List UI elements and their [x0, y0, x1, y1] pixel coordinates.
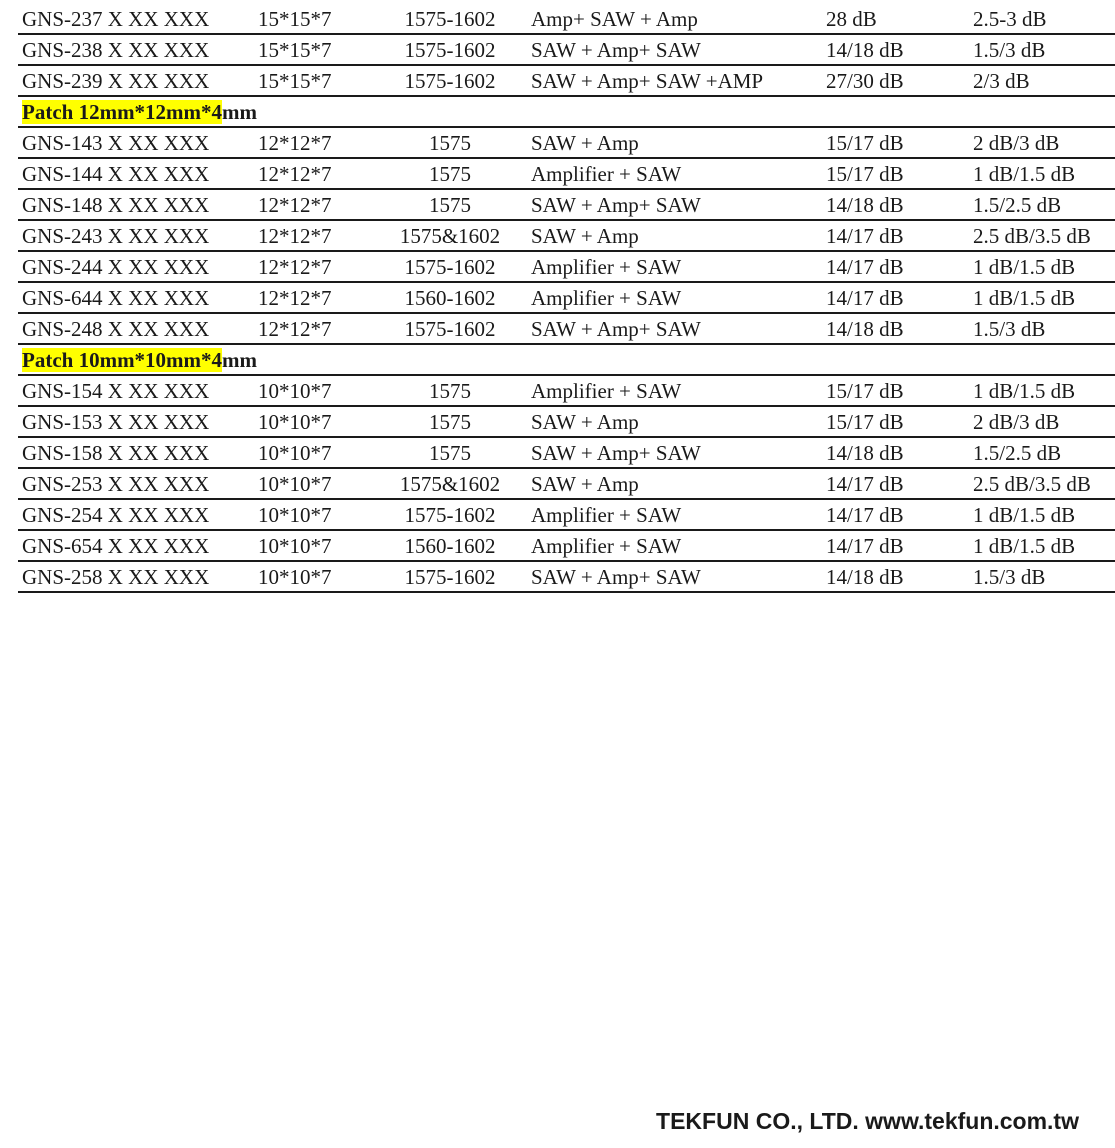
circuit-cell: SAW + Amp — [531, 472, 639, 496]
noise-figure-cell: 1 dB/1.5 dB — [973, 534, 1076, 558]
table-row — [18, 314, 1115, 345]
circuit-cell: SAW + Amp — [531, 410, 639, 434]
noise-figure-cell: 1.5/2.5 dB — [973, 441, 1062, 465]
section-title — [18, 345, 257, 374]
frequency-cell: 1575-1602 — [404, 7, 496, 31]
frequency-cell: 1575-1602 — [404, 69, 496, 93]
gain-cell: 15/17 dB — [826, 162, 904, 186]
size-cell: 15*15*7 — [258, 38, 332, 62]
circuit-cell: SAW + Amp+ SAW — [531, 38, 701, 62]
gain-cell: 14/18 dB — [826, 441, 904, 465]
company-footer: TEKFUN CO., LTD. www.tekfun.com.tw — [656, 1108, 1079, 1134]
size-cell: 10*10*7 — [258, 379, 332, 403]
frequency-cell: 1560-1602 — [404, 286, 496, 310]
frequency-cell: 1575&1602 — [399, 224, 501, 248]
table-row — [18, 252, 1115, 283]
circuit-cell: Amp+ SAW + Amp — [531, 7, 698, 31]
frequency-cell: 1560-1602 — [404, 534, 496, 558]
size-cell: 10*10*7 — [258, 565, 332, 589]
table-row — [18, 283, 1115, 314]
frequency-cell: 1575 — [429, 410, 471, 434]
size-cell: 12*12*7 — [258, 162, 332, 186]
circuit-cell: Amplifier + SAW — [531, 162, 682, 186]
section-title-suffix: mm — [222, 348, 258, 372]
model-cell: GNS-154 X XX XXX — [22, 379, 210, 403]
model-cell: GNS-654 X XX XXX — [22, 534, 210, 558]
model-cell: GNS-237 X XX XXX — [22, 7, 210, 31]
noise-figure-cell: 2 dB/3 dB — [973, 131, 1060, 155]
table-row — [18, 221, 1115, 252]
size-cell: 15*15*7 — [258, 69, 332, 93]
circuit-cell: SAW + Amp+ SAW — [531, 441, 701, 465]
size-cell: 12*12*7 — [258, 193, 332, 217]
table-row — [18, 531, 1115, 562]
gain-cell: 14/18 dB — [826, 317, 904, 341]
section-title-highlight: Patch 12mm*12mm*4 — [22, 100, 223, 124]
table-row — [18, 159, 1115, 190]
frequency-cell: 1575-1602 — [404, 38, 496, 62]
table-row — [18, 376, 1115, 407]
circuit-cell: SAW + Amp+ SAW — [531, 565, 701, 589]
noise-figure-cell: 1.5/3 dB — [973, 317, 1046, 341]
circuit-cell: Amplifier + SAW — [531, 286, 682, 310]
section-title — [18, 97, 257, 126]
gain-cell: 15/17 dB — [826, 379, 904, 403]
gain-cell: 14/17 dB — [826, 503, 904, 527]
frequency-cell: 1575 — [429, 379, 471, 403]
circuit-cell: SAW + Amp — [531, 224, 639, 248]
gain-cell: 14/18 dB — [826, 565, 904, 589]
table-row — [18, 500, 1115, 531]
gain-cell: 14/18 dB — [826, 38, 904, 62]
model-cell: GNS-148 X XX XXX — [22, 193, 210, 217]
noise-figure-cell: 1.5/3 dB — [973, 565, 1046, 589]
model-cell: GNS-258 X XX XXX — [22, 565, 210, 589]
gain-cell: 15/17 dB — [826, 410, 904, 434]
circuit-cell: Amplifier + SAW — [531, 379, 682, 403]
table-row — [18, 35, 1115, 66]
model-cell: GNS-243 X XX XXX — [22, 224, 210, 248]
frequency-cell: 1575-1602 — [404, 255, 496, 279]
size-cell: 12*12*7 — [258, 255, 332, 279]
spec-table — [18, 4, 1115, 593]
section-title-suffix: mm — [222, 100, 258, 124]
gain-cell: 28 dB — [826, 7, 877, 31]
table-row — [18, 562, 1115, 591]
gain-cell: 14/17 dB — [826, 534, 904, 558]
size-cell: 12*12*7 — [258, 131, 332, 155]
gain-cell: 14/17 dB — [826, 286, 904, 310]
gain-cell: 15/17 dB — [826, 131, 904, 155]
frequency-cell: 1575 — [429, 162, 471, 186]
noise-figure-cell: 2.5 dB/3.5 dB — [973, 224, 1091, 248]
section-header-row — [18, 345, 1115, 376]
size-cell: 10*10*7 — [258, 472, 332, 496]
size-cell: 15*15*7 — [258, 7, 332, 31]
table-row — [18, 66, 1115, 97]
size-cell: 12*12*7 — [258, 317, 332, 341]
model-cell: GNS-644 X XX XXX — [22, 286, 210, 310]
gain-cell: 14/17 dB — [826, 224, 904, 248]
circuit-cell: Amplifier + SAW — [531, 503, 682, 527]
model-cell: GNS-239 X XX XXX — [22, 69, 210, 93]
noise-figure-cell: 1.5/3 dB — [973, 38, 1046, 62]
circuit-cell: SAW + Amp — [531, 131, 639, 155]
table-row — [18, 438, 1115, 469]
gain-cell: 27/30 dB — [826, 69, 904, 93]
model-cell: GNS-253 X XX XXX — [22, 472, 210, 496]
noise-figure-cell: 1 dB/1.5 dB — [973, 503, 1076, 527]
table-row — [18, 190, 1115, 221]
noise-figure-cell: 1 dB/1.5 dB — [973, 162, 1076, 186]
frequency-cell: 1575&1602 — [399, 472, 501, 496]
circuit-cell: Amplifier + SAW — [531, 255, 682, 279]
table-row — [18, 128, 1115, 159]
table-row — [18, 407, 1115, 438]
frequency-cell: 1575-1602 — [404, 565, 496, 589]
section-title-highlight: Patch 10mm*10mm*4 — [22, 348, 223, 372]
gain-cell: 14/18 dB — [826, 193, 904, 217]
noise-figure-cell: 2 dB/3 dB — [973, 410, 1060, 434]
circuit-cell: SAW + Amp+ SAW — [531, 317, 701, 341]
noise-figure-cell: 2/3 dB — [973, 69, 1030, 93]
circuit-cell: SAW + Amp+ SAW — [531, 193, 701, 217]
frequency-cell: 1575-1602 — [404, 317, 496, 341]
table-row — [18, 4, 1115, 35]
noise-figure-cell: 1 dB/1.5 dB — [973, 255, 1076, 279]
size-cell: 12*12*7 — [258, 286, 332, 310]
noise-figure-cell: 1 dB/1.5 dB — [973, 286, 1076, 310]
size-cell: 12*12*7 — [258, 224, 332, 248]
gain-cell: 14/17 dB — [826, 255, 904, 279]
model-cell: GNS-153 X XX XXX — [22, 410, 210, 434]
circuit-cell: Amplifier + SAW — [531, 534, 682, 558]
table-row — [18, 469, 1115, 500]
size-cell: 10*10*7 — [258, 441, 332, 465]
frequency-cell: 1575 — [429, 441, 471, 465]
model-cell: GNS-254 X XX XXX — [22, 503, 210, 527]
frequency-cell: 1575 — [429, 193, 471, 217]
size-cell: 10*10*7 — [258, 534, 332, 558]
noise-figure-cell: 1 dB/1.5 dB — [973, 379, 1076, 403]
model-cell: GNS-248 X XX XXX — [22, 317, 210, 341]
model-cell: GNS-244 X XX XXX — [22, 255, 210, 279]
gain-cell: 14/17 dB — [826, 472, 904, 496]
noise-figure-cell: 2.5 dB/3.5 dB — [973, 472, 1091, 496]
size-cell: 10*10*7 — [258, 410, 332, 434]
model-cell: GNS-143 X XX XXX — [22, 131, 210, 155]
frequency-cell: 1575 — [429, 131, 471, 155]
noise-figure-cell: 1.5/2.5 dB — [973, 193, 1062, 217]
model-cell: GNS-238 X XX XXX — [22, 38, 210, 62]
frequency-cell: 1575-1602 — [404, 503, 496, 527]
section-header-row — [18, 97, 1115, 128]
size-cell: 10*10*7 — [258, 503, 332, 527]
model-cell: GNS-158 X XX XXX — [22, 441, 210, 465]
circuit-cell: SAW + Amp+ SAW +AMP — [531, 69, 764, 93]
noise-figure-cell: 2.5-3 dB — [973, 7, 1047, 31]
model-cell: GNS-144 X XX XXX — [22, 162, 210, 186]
